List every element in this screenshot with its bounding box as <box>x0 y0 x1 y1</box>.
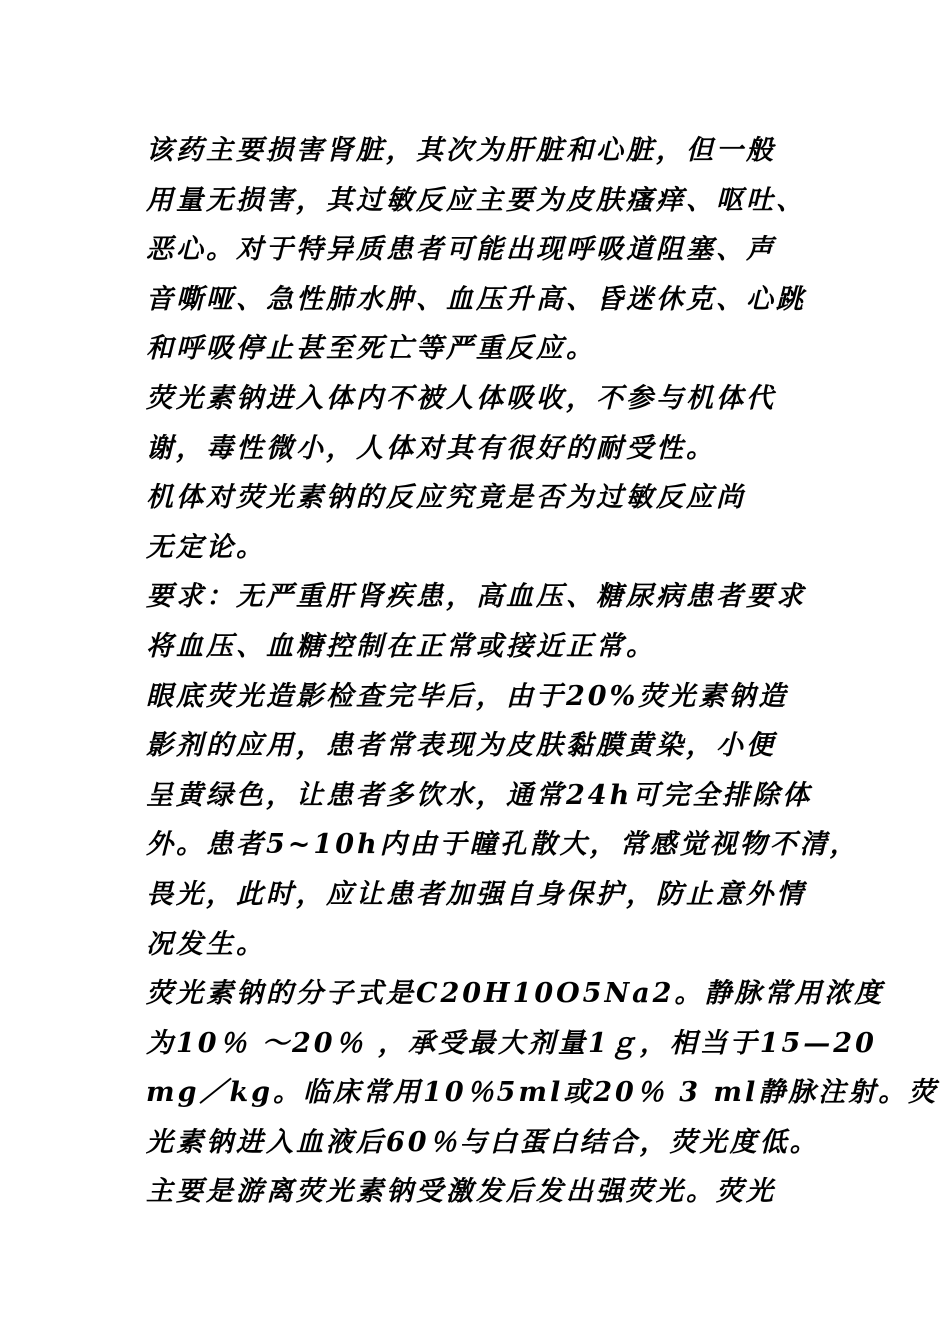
text-line: 该药主要损害肾脏，其次为肝脏和心脏，但一般 <box>146 135 776 166</box>
text-line: 荧光素钠的分子式是C20H10O5Na2。静脉常用浓度 <box>146 978 885 1010</box>
text-line: 音嘶哑、急性肺水肿、血压升高、昏迷休克、心跳 <box>146 283 806 315</box>
text-line: 机体对荧光素钠的反应究竟是否为过敏反应尚 <box>146 482 746 514</box>
text-line: mg／kg。临床常用10％5ml或20％ 3 ml静脉注射。荧 <box>146 1077 939 1109</box>
text-line: 况发生。 <box>146 928 266 960</box>
text-line: 呈黄绿色，让患者多饮水，通常24h可完全排除体 <box>146 779 813 811</box>
text-line: 恶心。对于特异质患者可能出现呼吸道阻塞、声 <box>146 234 776 266</box>
document-body <box>146 126 939 1217</box>
text-line: 和呼吸停止甚至死亡等严重反应。 <box>146 333 596 365</box>
text-line: 荧光素钠进入体内不被人体吸收，不参与机体代 <box>146 382 776 414</box>
text-line: 主要是游离荧光素钠受激发后发出强荧光。荧光 <box>146 1176 776 1208</box>
text-line: 谢，毒性微小，人体对其有很好的耐受性。 <box>146 432 716 464</box>
text-line: 要求：无严重肝肾疾患，高血压、糖尿病患者要求 <box>146 581 806 613</box>
text-line: 将血压、血糖控制在正常或接近正常。 <box>146 630 656 662</box>
text-line: 眼底荧光造影检查完毕后，由于20%荧光素钠造 <box>146 680 789 712</box>
text-line: 光素钠进入血液后60％与白蛋白结合，荧光度低。 <box>146 1126 820 1158</box>
text-line: 畏光，此时，应让患者加强自身保护，防止意外情 <box>146 878 806 910</box>
text-line: 无定论。 <box>146 531 266 563</box>
text-line: 为10％ ～20％ ，承受最大剂量1ｇ，相当于15—20 <box>146 1027 877 1059</box>
text-line: 影剂的应用，患者常表现为皮肤黏膜黄染，小便 <box>146 730 776 762</box>
text-line: 用量无损害，其过敏反应主要为皮肤瘙痒、呕吐、 <box>146 184 806 216</box>
text-line: 外。患者5~10h内由于瞳孔散大，常感觉视物不清， <box>146 829 860 861</box>
